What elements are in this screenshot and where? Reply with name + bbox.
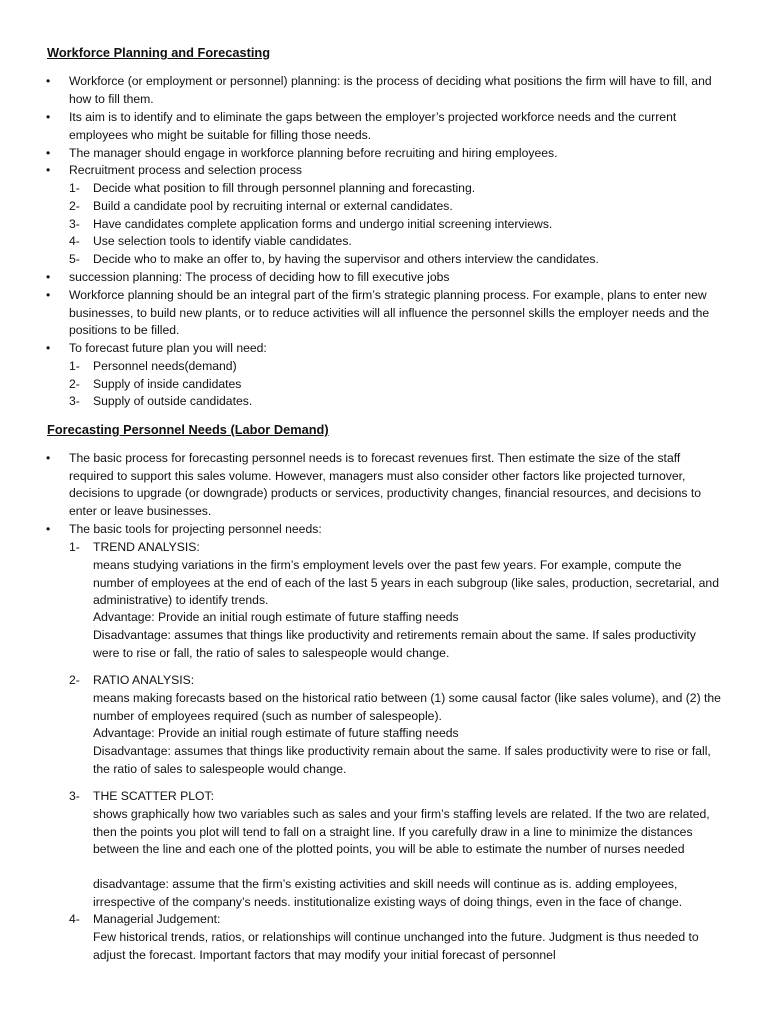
step-number: 3- xyxy=(69,217,80,231)
tool-advantage: Advantage: Provide an initial rough estimate of future staffing needs xyxy=(93,610,459,624)
tool-description: means making forecasts based on the historical ratio between (1) some causal factor (like sales volume), and (2) the number of employees required (such as number of salespeople). xyxy=(93,691,721,723)
step-text: Decide what position to fill through personnel planning and forecasting. xyxy=(93,181,476,195)
tool-name-ratio-analysis: RATIO ANALYSIS: xyxy=(93,673,195,687)
bullet: • xyxy=(46,288,51,302)
need-text: Supply of outside candidates. xyxy=(93,394,253,408)
bullet-text: Its aim is to identify and to eliminate the gaps between the employer’s projected workforce needs and the current employees who might be suitable for filling those needs. xyxy=(69,110,677,142)
need-text: Personnel needs(demand) xyxy=(93,359,237,373)
need-text: Supply of inside candidates xyxy=(93,377,242,391)
step-number: 1- xyxy=(69,181,80,195)
tool-name-trend-analysis: TREND ANALYSIS: xyxy=(93,540,200,554)
step-text: Build a candidate pool by recruiting internal or external candidates. xyxy=(93,199,453,213)
step-text: Use selection tools to identify viable candidates. xyxy=(93,234,352,248)
tool-description: means studying variations in the firm’s employment levels over the past few years. For example, compute the number of employees at the end of each of the last 5 years in each subgroup (like sales, production, secretarial, and administrative) to identify trends. xyxy=(93,558,719,608)
tool-number: 4- xyxy=(69,912,80,926)
bullet: • xyxy=(46,146,51,160)
tool-number: 3- xyxy=(69,789,80,803)
step-text: Decide who to make an offer to, by having the supervisor and others interview the candidates. xyxy=(93,252,599,266)
tool-description: Few historical trends, ratios, or relationships will continue unchanged into the future. Judgment is thus needed to adjust the forecast. Important factors that may modify your initial forecast of personnel xyxy=(93,930,699,962)
tool-disadvantage: Disadvantage: assumes that things like productivity and retirements remain about the same. If sales productivity were to rise or fall, the ratio of sales to salespeople would change. xyxy=(93,628,696,660)
step-number: 5- xyxy=(69,252,80,266)
tool-number: 2- xyxy=(69,673,80,687)
need-number: 2- xyxy=(69,377,80,391)
bullet: • xyxy=(46,451,51,465)
bullet: • xyxy=(46,74,51,88)
tool-number: 1- xyxy=(69,540,80,554)
bullet-text: To forecast future plan you will need: xyxy=(69,341,267,355)
section-heading-workforce-planning: Workforce Planning and Forecasting xyxy=(47,45,271,60)
tool-name-managerial-judgement: Managerial Judgement: xyxy=(93,912,221,926)
tool-advantage: Advantage: Provide an initial rough estimate of future staffing needs xyxy=(93,726,459,740)
tool-description: shows graphically how two variables such as sales and your firm’s staffing levels are related. If the two are related, then the points you plot will tend to fall on a straight line. If you carefully draw in a line to minimize the distances between the line and each one of the plotted points, you will be able to estimate the number of nurses needed xyxy=(93,807,710,857)
bullet-text: The manager should engage in workforce planning before recruiting and hiring employees. xyxy=(69,146,558,160)
need-number: 1- xyxy=(69,359,80,373)
bullet: • xyxy=(46,110,51,124)
bullet: • xyxy=(46,270,51,284)
step-number: 4- xyxy=(69,234,80,248)
bullet-text: Workforce (or employment or personnel) planning: is the process of deciding what positions the firm will have to fill, and how to fill them. xyxy=(69,74,712,106)
bullet-text: Workforce planning should be an integral part of the firm’s strategic planning process. For example, plans to enter new businesses, to build new plants, or to reduce activities will all influence the personnel skills the employer needs and the positions to be filled. xyxy=(69,288,710,338)
bullet-text: The basic process for forecasting personnel needs is to forecast revenues first. Then estimate the size of the staff required to support this sales volume. However, managers must also consider other factors like projected turnover, decisions to upgrade (or downgrade) products or services, productivity changes, financial resources, and decisions to enter or leave businesses. xyxy=(69,451,702,518)
bullet: • xyxy=(46,341,51,355)
tool-name-scatter-plot: THE SCATTER PLOT: xyxy=(93,789,214,803)
step-text: Have candidates complete application forms and undergo initial screening interviews. xyxy=(93,217,553,231)
need-number: 3- xyxy=(69,394,80,408)
tool-disadvantage: disadvantage: assume that the firm’s existing activities and skill needs will continue as is. adding employees, irrespective of the company’s needs. institutionalize existing ways of doing things, even in the face of change. xyxy=(93,877,683,909)
tool-disadvantage: Disadvantage: assumes that things like productivity remain about the same. If sales productivity were to rise or fall, the ratio of sales to salespeople would change. xyxy=(93,744,711,776)
bullet-text: Recruitment process and selection process xyxy=(69,163,303,177)
step-number: 2- xyxy=(69,199,80,213)
section-heading-forecasting-needs: Forecasting Personnel Needs (Labor Demand) xyxy=(47,422,329,437)
bullet-text: The basic tools for projecting personnel needs: xyxy=(69,522,322,536)
bullet: • xyxy=(46,163,51,177)
bullet-text: succession planning: The process of deciding how to fill executive jobs xyxy=(69,270,450,284)
bullet: • xyxy=(46,522,51,536)
